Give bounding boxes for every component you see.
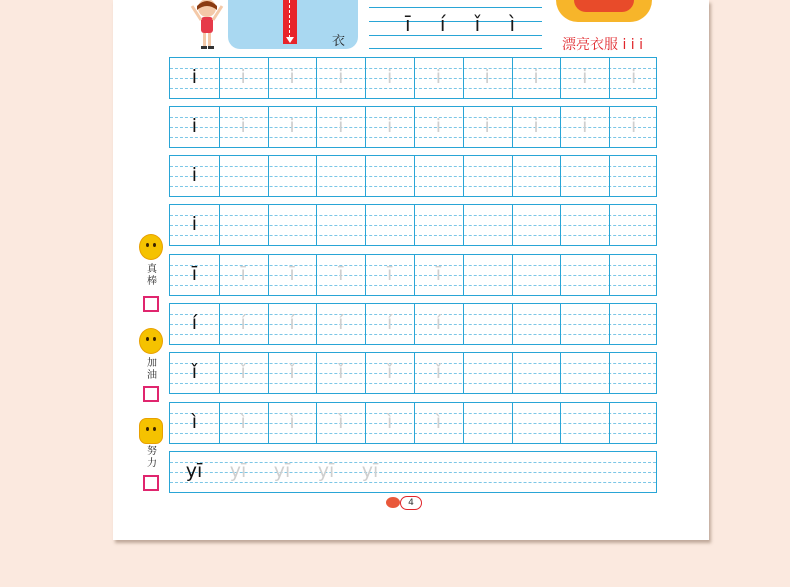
cell-divider [219,205,220,245]
star-face-icon [139,418,163,444]
grid-row [169,402,657,444]
trace-glyph[interactable]: ì [289,411,295,433]
pinyin-trace[interactable]: yī [317,460,335,482]
pinyin-trace[interactable]: yī [273,460,291,482]
guide-line [170,166,656,167]
trace-glyph[interactable]: ǐ [240,361,246,383]
girl-illustration [190,0,224,50]
trace-glyph[interactable]: í [289,312,295,334]
trace-glyph[interactable]: i [484,66,490,88]
model-glyph: i [191,164,198,186]
model-glyph: ì [191,411,198,433]
trace-glyph[interactable]: ì [435,411,442,433]
trace-glyph[interactable]: ǐ [435,361,442,383]
trace-glyph[interactable]: ī [435,263,442,285]
trace-glyph[interactable]: í [240,312,246,334]
cell-divider [560,353,561,393]
cell-divider [268,156,269,196]
model-glyph: i [191,213,198,235]
model-glyph: í [191,312,198,334]
cell-divider [463,403,464,443]
cell-divider [463,353,464,393]
cell-divider [463,205,464,245]
trace-glyph[interactable]: ī [386,263,393,285]
cell-divider [609,205,610,245]
trace-glyph[interactable]: í [386,312,393,334]
cell-divider [463,156,464,196]
guide-line [170,176,656,177]
cell-divider [609,353,610,393]
checkbox-try-hard[interactable] [143,475,159,491]
cell-divider [560,156,561,196]
trace-glyph[interactable]: i [386,66,393,88]
grid-row [169,106,657,148]
page-number: 4 [400,496,422,510]
tone-1: ī [405,12,411,36]
rating-label-2: 加油 [147,358,157,381]
guide-line [170,225,656,226]
trace-glyph[interactable]: ī [240,263,246,285]
trace-glyph[interactable]: i [630,66,637,88]
caption: 漂亮衣服 i i i [562,37,644,53]
trace-glyph[interactable]: ǐ [338,361,344,383]
trace-glyph[interactable]: i [533,66,539,88]
guide-line [170,215,656,216]
trace-glyph[interactable]: i [533,115,539,137]
rating-label-1: 真棒 [147,264,157,287]
pinyin-model: yī [185,460,203,482]
cell-divider [414,205,415,245]
ladybug-icon [386,497,400,508]
grid-row [169,155,657,197]
trace-glyph[interactable]: i [240,66,246,88]
trace-glyph[interactable]: ì [386,411,393,433]
pinyin-row [169,451,657,493]
pinyin-trace[interactable]: yī [229,460,247,482]
tone-4: ì [509,12,515,36]
cell-divider [365,156,366,196]
checkbox-keep-going[interactable] [143,386,159,402]
trace-glyph[interactable]: ì [338,411,344,433]
trace-glyph[interactable]: i [484,115,490,137]
model-glyph: ī [191,263,198,285]
cell-divider [512,403,513,443]
cell-divider [316,156,317,196]
smiley-icon [139,234,163,260]
model-glyph: ǐ [191,361,198,383]
cell-divider [512,255,513,295]
smiley-icon [139,328,163,354]
cell-divider [463,255,464,295]
model-glyph: i [191,115,198,137]
trace-glyph[interactable]: í [338,312,344,334]
checkbox-great[interactable] [143,296,159,312]
trace-glyph[interactable]: ī [289,263,295,285]
trace-glyph[interactable]: ī [338,263,344,285]
trace-glyph[interactable]: i [338,66,344,88]
trace-glyph[interactable]: i [386,115,393,137]
trace-glyph[interactable]: i [435,115,442,137]
cell-divider [365,205,366,245]
grid-row [169,352,657,394]
guide-line [170,186,656,187]
cell-divider [414,156,415,196]
trace-glyph[interactable]: i [338,115,344,137]
cell-divider [560,403,561,443]
tone-3: ǐ [474,12,481,36]
model-glyph: i [191,66,198,88]
cell-divider [219,156,220,196]
tone-marks [405,12,515,36]
guide-line [170,235,656,236]
cell-divider [609,255,610,295]
cell-divider [512,304,513,344]
trace-glyph[interactable]: í [435,312,442,334]
cell-divider [560,255,561,295]
trace-glyph[interactable]: i [582,115,588,137]
grid-row [169,204,657,246]
grid-row [169,303,657,345]
grid-row [169,254,657,296]
cell-divider [560,304,561,344]
cell-divider [512,156,513,196]
cell-divider [463,304,464,344]
trace-glyph[interactable]: i [435,66,442,88]
trace-glyph[interactable]: ì [240,411,246,433]
rating-label-3: 努力 [147,446,157,469]
grid-row [169,57,657,99]
trace-glyph[interactable]: i [582,66,588,88]
cell-divider [609,156,610,196]
cell-divider [268,205,269,245]
cell-divider [609,304,610,344]
trace-glyph[interactable]: i [630,115,637,137]
page-badge [386,495,422,511]
cell-divider [560,205,561,245]
cell-divider [316,205,317,245]
trace-glyph[interactable]: ǐ [386,361,393,383]
tone-2: í [439,12,446,36]
cell-divider [512,353,513,393]
trace-glyph[interactable]: ǐ [289,361,295,383]
trace-glyph[interactable]: i [289,115,295,137]
pinyin-trace[interactable]: yī [361,460,379,482]
fruit-illustration [556,0,652,22]
trace-glyph[interactable]: i [289,66,295,88]
card-word: 衣 [332,34,346,49]
trace-glyph[interactable]: i [240,115,246,137]
stroke-arrow-icon [286,37,294,43]
cell-divider [512,205,513,245]
cell-divider [609,403,610,443]
